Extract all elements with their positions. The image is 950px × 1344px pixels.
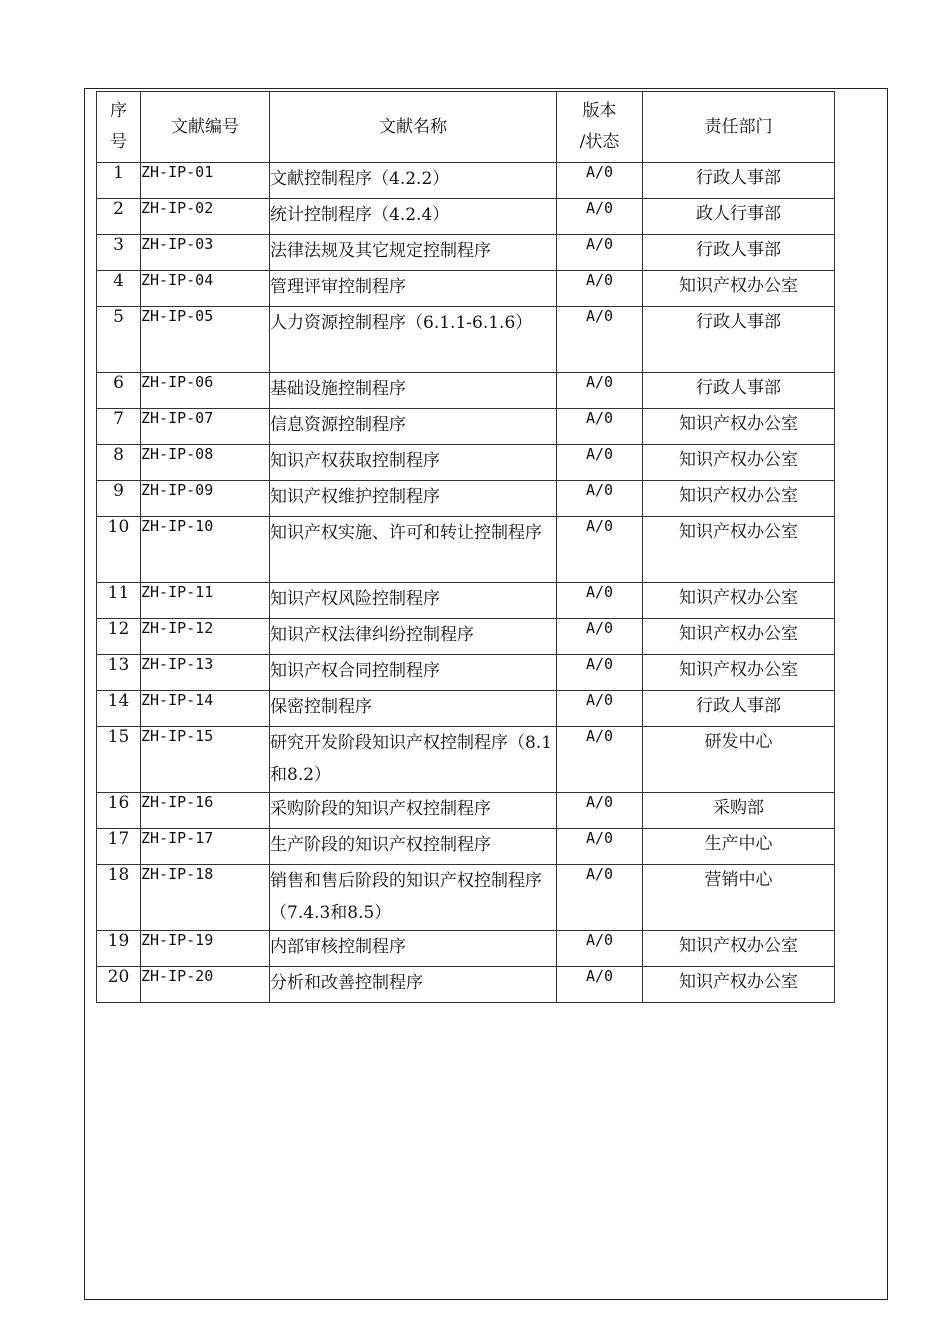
header-version-status: 版本 /状态: [557, 92, 643, 163]
row-document-name: 文献控制程序（4.2.2）: [270, 163, 557, 199]
row-serial-number: 6: [97, 373, 141, 409]
table-row: [97, 307, 835, 373]
row-serial-number: 19: [97, 931, 141, 967]
row-version-status: A/0: [557, 199, 643, 235]
table-row: [97, 163, 835, 199]
row-version-status: A/0: [557, 583, 643, 619]
row-document-name: 采购阶段的知识产权控制程序: [270, 793, 557, 829]
row-document-name: 人力资源控制程序（6.1.1-6.1.6）: [270, 307, 557, 373]
table-row: [97, 199, 835, 235]
row-document-code: ZH-IP-19: [141, 931, 270, 967]
row-serial-number: 1: [97, 163, 141, 199]
row-responsible-dept: 知识产权办公室: [643, 409, 835, 445]
row-document-code: ZH-IP-06: [141, 373, 270, 409]
row-serial-number: 16: [97, 793, 141, 829]
row-document-code: ZH-IP-08: [141, 445, 270, 481]
row-responsible-dept: 采购部: [643, 793, 835, 829]
row-responsible-dept: 生产中心: [643, 829, 835, 865]
row-document-name: 生产阶段的知识产权控制程序: [270, 829, 557, 865]
row-version-status: A/0: [557, 691, 643, 727]
header-row: [97, 92, 835, 163]
document-list-table: [96, 91, 835, 1003]
row-document-code: ZH-IP-05: [141, 307, 270, 373]
row-responsible-dept: 研发中心: [643, 727, 835, 793]
table-row: [97, 931, 835, 967]
row-version-status: A/0: [557, 793, 643, 829]
row-version-status: A/0: [557, 409, 643, 445]
row-responsible-dept: 知识产权办公室: [643, 271, 835, 307]
table-row: [97, 619, 835, 655]
row-responsible-dept: 政人行事部: [643, 199, 835, 235]
table-row: [97, 481, 835, 517]
table-row: [97, 271, 835, 307]
row-document-code: ZH-IP-09: [141, 481, 270, 517]
row-responsible-dept: 知识产权办公室: [643, 619, 835, 655]
row-document-code: ZH-IP-02: [141, 199, 270, 235]
row-serial-number: 20: [97, 967, 141, 1003]
row-serial-number: 17: [97, 829, 141, 865]
table-row: [97, 691, 835, 727]
table-row: [97, 967, 835, 1003]
row-document-name: 分析和改善控制程序: [270, 967, 557, 1003]
row-version-status: A/0: [557, 931, 643, 967]
row-serial-number: 8: [97, 445, 141, 481]
table-row: [97, 235, 835, 271]
row-responsible-dept: 营销中心: [643, 865, 835, 931]
row-serial-number: 10: [97, 517, 141, 583]
table-row: [97, 655, 835, 691]
row-document-name: 研究开发阶段知识产权控制程序（8.1和8.2）: [270, 727, 557, 793]
row-serial-number: 14: [97, 691, 141, 727]
row-serial-number: 12: [97, 619, 141, 655]
header-document-code: 文献编号: [141, 92, 270, 163]
row-document-name: 基础设施控制程序: [270, 373, 557, 409]
row-version-status: A/0: [557, 865, 643, 931]
row-responsible-dept: 知识产权办公室: [643, 481, 835, 517]
row-responsible-dept: 知识产权办公室: [643, 583, 835, 619]
row-responsible-dept: 行政人事部: [643, 373, 835, 409]
row-serial-number: 18: [97, 865, 141, 931]
row-document-code: ZH-IP-18: [141, 865, 270, 931]
table-body: [97, 163, 835, 1003]
table-row: [97, 727, 835, 793]
row-serial-number: 9: [97, 481, 141, 517]
row-document-name: 知识产权风险控制程序: [270, 583, 557, 619]
row-version-status: A/0: [557, 235, 643, 271]
row-document-code: ZH-IP-17: [141, 829, 270, 865]
row-document-name: 知识产权法律纠纷控制程序: [270, 619, 557, 655]
row-version-status: A/0: [557, 373, 643, 409]
row-serial-number: 13: [97, 655, 141, 691]
row-serial-number: 3: [97, 235, 141, 271]
row-document-code: ZH-IP-03: [141, 235, 270, 271]
row-document-name: 知识产权获取控制程序: [270, 445, 557, 481]
row-responsible-dept: 知识产权办公室: [643, 517, 835, 583]
row-document-code: ZH-IP-07: [141, 409, 270, 445]
row-serial-number: 2: [97, 199, 141, 235]
row-serial-number: 4: [97, 271, 141, 307]
row-document-name: 管理评审控制程序: [270, 271, 557, 307]
row-responsible-dept: 行政人事部: [643, 235, 835, 271]
row-document-code: ZH-IP-01: [141, 163, 270, 199]
table-row: [97, 409, 835, 445]
row-version-status: A/0: [557, 967, 643, 1003]
row-serial-number: 15: [97, 727, 141, 793]
row-version-status: A/0: [557, 619, 643, 655]
row-document-name: 统计控制程序（4.2.4）: [270, 199, 557, 235]
row-serial-number: 5: [97, 307, 141, 373]
table-header: [97, 92, 835, 163]
row-responsible-dept: 行政人事部: [643, 691, 835, 727]
row-document-name: 信息资源控制程序: [270, 409, 557, 445]
row-responsible-dept: 知识产权办公室: [643, 931, 835, 967]
row-version-status: A/0: [557, 445, 643, 481]
row-document-name: 销售和售后阶段的知识产权控制程序（7.4.3和8.5）: [270, 865, 557, 931]
row-responsible-dept: 行政人事部: [643, 307, 835, 373]
row-version-status: A/0: [557, 271, 643, 307]
row-responsible-dept: 行政人事部: [643, 163, 835, 199]
table-row: [97, 583, 835, 619]
row-responsible-dept: 知识产权办公室: [643, 655, 835, 691]
row-document-code: ZH-IP-20: [141, 967, 270, 1003]
row-document-code: ZH-IP-12: [141, 619, 270, 655]
row-document-name: 知识产权实施、许可和转让控制程序: [270, 517, 557, 583]
row-version-status: A/0: [557, 163, 643, 199]
row-serial-number: 11: [97, 583, 141, 619]
table-row: [97, 793, 835, 829]
row-document-code: ZH-IP-11: [141, 583, 270, 619]
table-row: [97, 373, 835, 409]
row-responsible-dept: 知识产权办公室: [643, 967, 835, 1003]
header-document-name: 文献名称: [270, 92, 557, 163]
row-serial-number: 7: [97, 409, 141, 445]
row-document-code: ZH-IP-14: [141, 691, 270, 727]
table-row: [97, 445, 835, 481]
row-version-status: A/0: [557, 517, 643, 583]
row-document-code: ZH-IP-16: [141, 793, 270, 829]
header-responsible-dept: 责任部门: [643, 92, 835, 163]
row-document-name: 内部审核控制程序: [270, 931, 557, 967]
row-document-name: 法律法规及其它规定控制程序: [270, 235, 557, 271]
row-responsible-dept: 知识产权办公室: [643, 445, 835, 481]
row-version-status: A/0: [557, 481, 643, 517]
row-document-name: 保密控制程序: [270, 691, 557, 727]
row-document-code: ZH-IP-13: [141, 655, 270, 691]
row-version-status: A/0: [557, 829, 643, 865]
row-version-status: A/0: [557, 307, 643, 373]
row-version-status: A/0: [557, 655, 643, 691]
row-document-name: 知识产权维护控制程序: [270, 481, 557, 517]
table-row: [97, 865, 835, 931]
row-version-status: A/0: [557, 727, 643, 793]
header-serial-number: 序 号: [97, 92, 141, 163]
row-document-code: ZH-IP-04: [141, 271, 270, 307]
row-document-code: ZH-IP-10: [141, 517, 270, 583]
table-row: [97, 829, 835, 865]
table-row: [97, 517, 835, 583]
row-document-name: 知识产权合同控制程序: [270, 655, 557, 691]
row-document-code: ZH-IP-15: [141, 727, 270, 793]
